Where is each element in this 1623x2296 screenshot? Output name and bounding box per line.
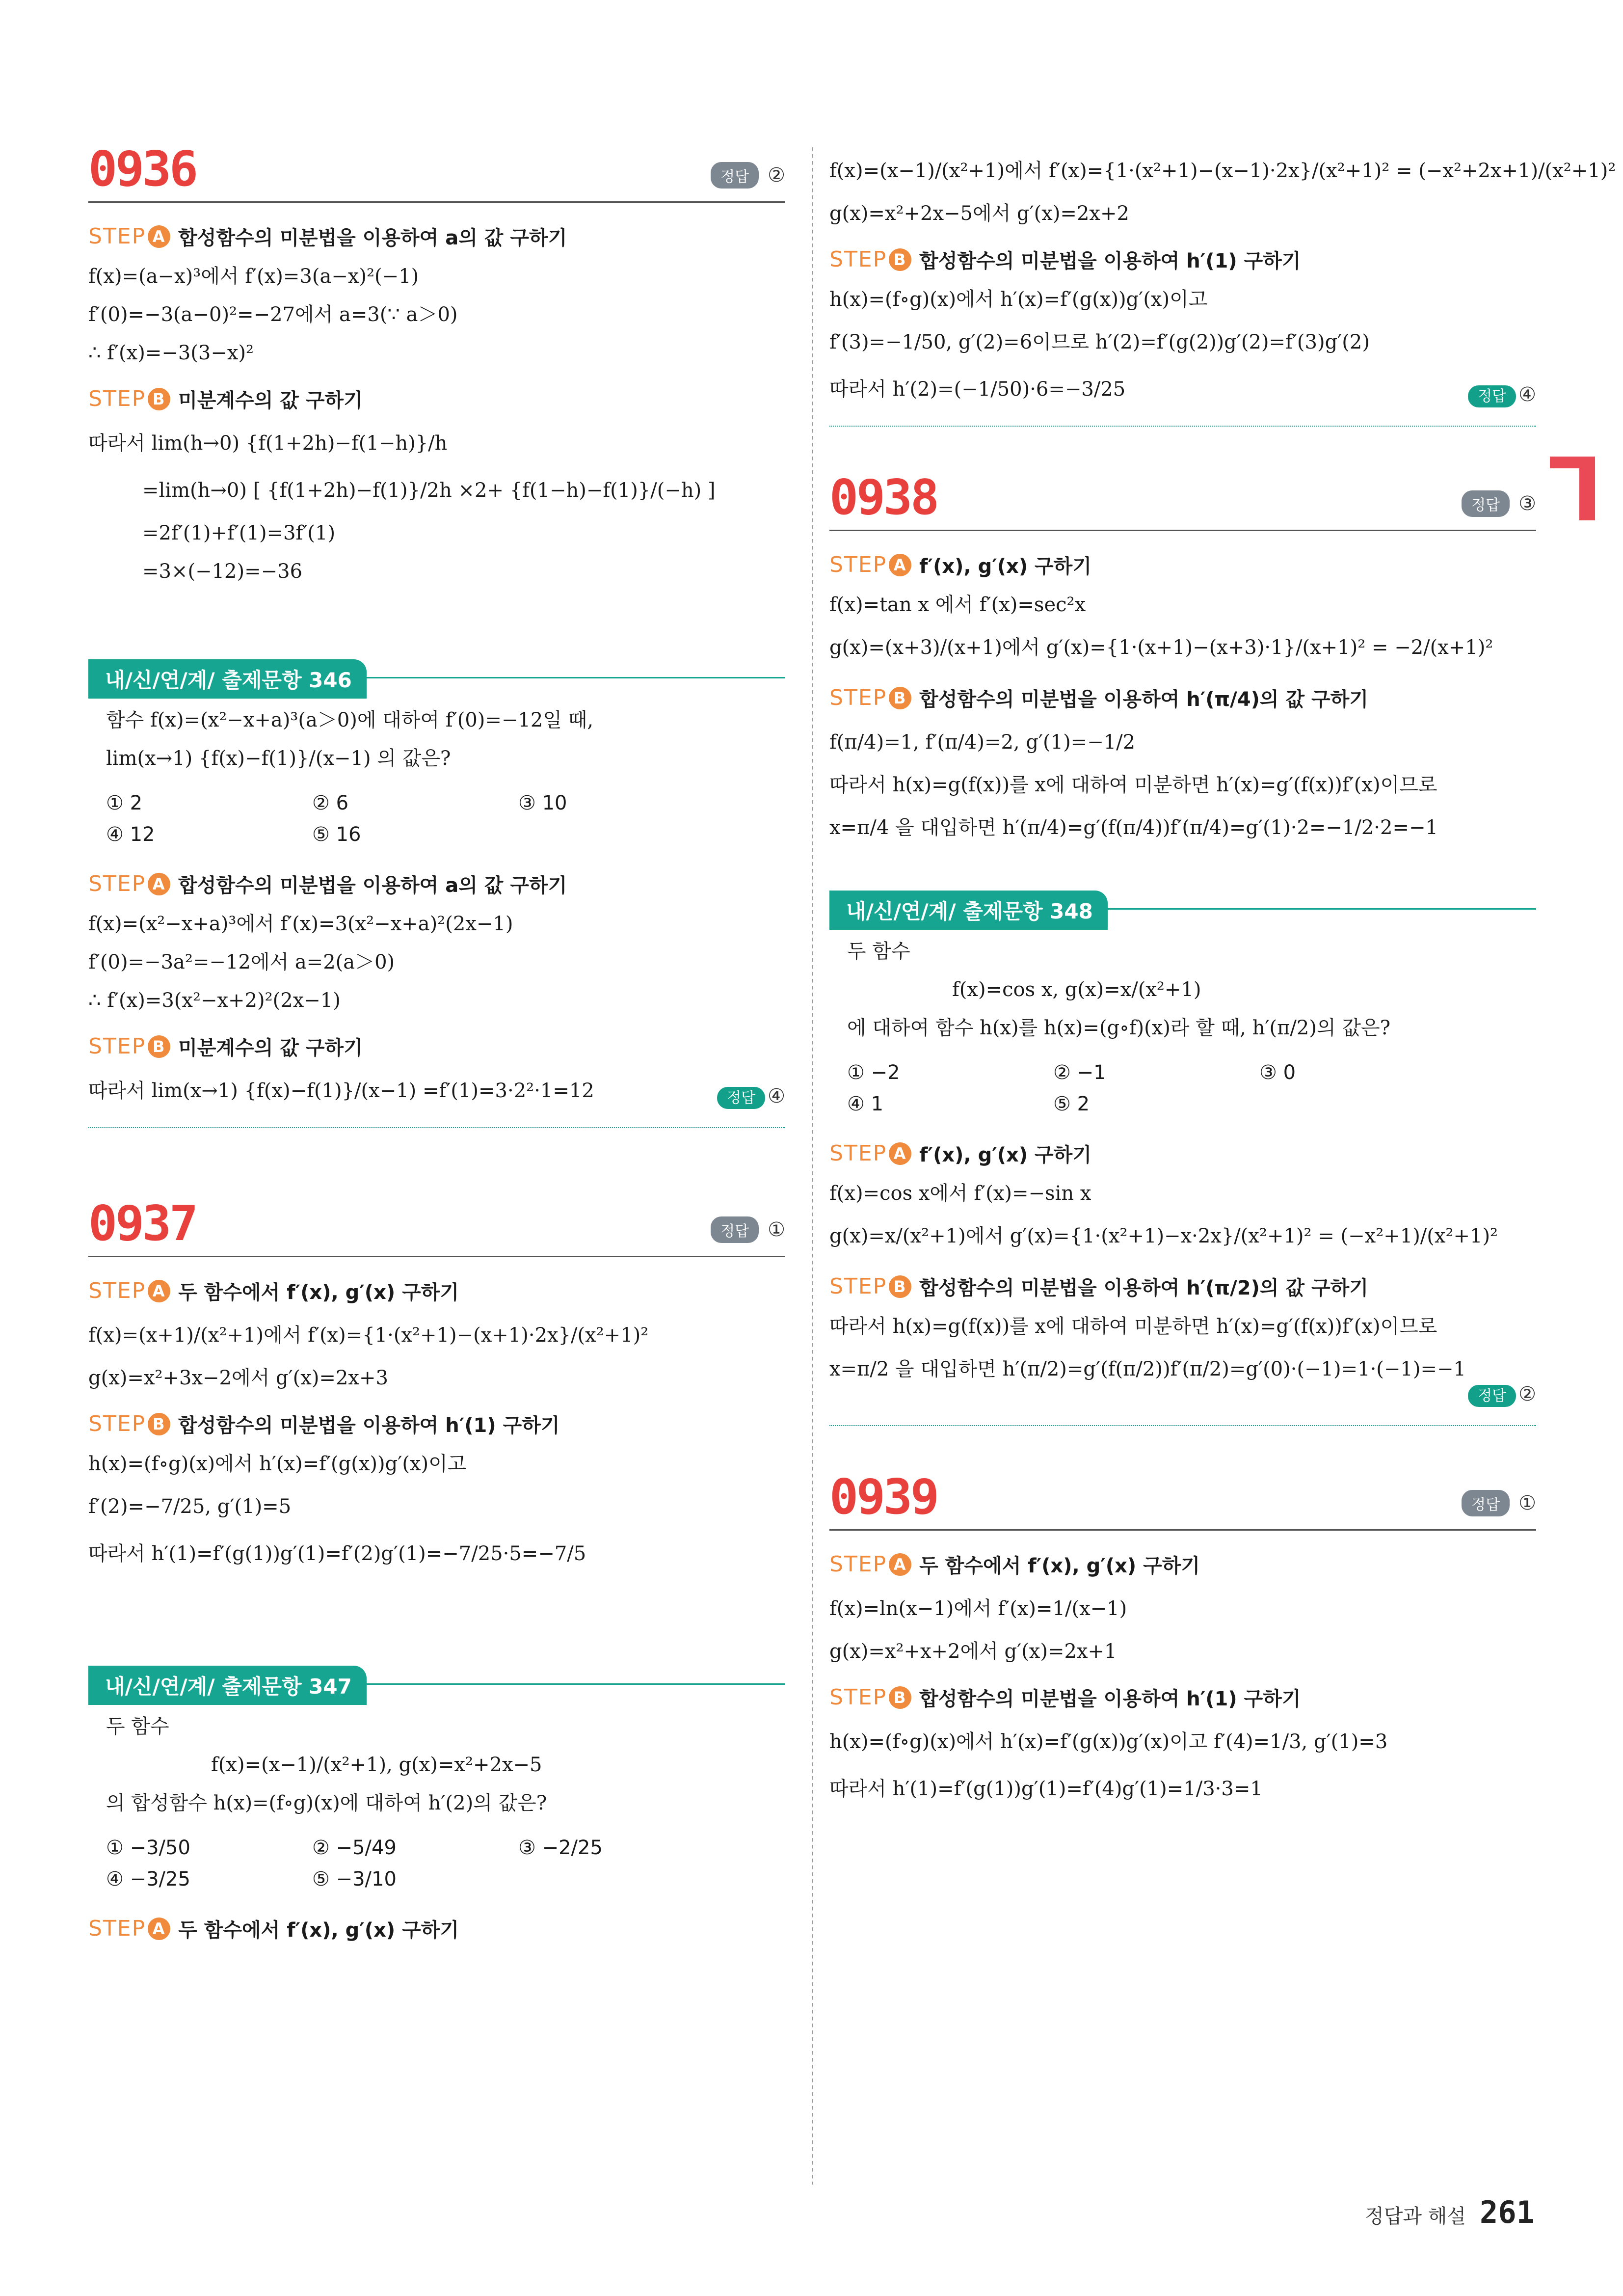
solution-line: f(x)=(x+1)/(x²+1)에서 f′(x)={1·(x²+1)−(x+1)·2x}/(x²+1)² xyxy=(88,1324,649,1347)
step-title: 합성함수의 미분법을 이용하여 a의 값 구하기 xyxy=(178,227,567,249)
answer-label: 정답 xyxy=(711,162,759,189)
step-b-header xyxy=(88,1410,785,1438)
question-line: 함수 f(x)=(x²−x+a)³(a＞0)에 대하여 f′(0)=−12일 때, xyxy=(106,709,594,731)
answer-label: 정답 xyxy=(1468,1385,1516,1407)
step-badge-a: A xyxy=(889,1553,911,1576)
step-label: STEP B xyxy=(829,1685,911,1710)
solution-line: f′(3)=−1/50, g′(2)=6이므로 h′(2)=f′(g(2))g′(2)=f′(3)g′(2) xyxy=(829,331,1370,353)
choice: ② −1 xyxy=(1053,1061,1106,1084)
step-a-header xyxy=(829,1550,1536,1578)
step-a-header xyxy=(88,222,785,250)
choice: ② 6 xyxy=(312,792,349,814)
question-line: 두 함수 xyxy=(847,940,910,963)
choice: ① 2 xyxy=(106,792,143,814)
step-label: STEP A xyxy=(88,224,170,249)
problem-number: 0938 xyxy=(829,470,938,526)
solution-line: f(π/4)=1, f′(π/4)=2, g′(1)=−1/2 xyxy=(829,731,1136,754)
solution-line: f(x)=ln(x−1)에서 f′(x)=1/(x−1) xyxy=(829,1597,1127,1620)
choice: ① −2 xyxy=(847,1061,900,1084)
step-label: STEP A xyxy=(829,552,911,577)
answer-label: 정답 xyxy=(1468,385,1516,407)
practice-box-title: 내/신/연/계/ 출제문항 346 xyxy=(88,659,367,699)
step-badge-b: B xyxy=(889,248,911,271)
solution-line: 따라서 lim(x→1) {f(x)−f(1)}/(x−1) =f′(1)=3·2²·1=12 xyxy=(88,1080,594,1102)
answer-value: ② xyxy=(768,164,785,187)
solution-line: 따라서 h′(1)=f′(g(1))g′(1)=f′(2)g′(1)=−7/25·5=−7/5 xyxy=(88,1542,586,1565)
step-title: 미분계수의 값 구하기 xyxy=(178,1037,363,1059)
column-divider xyxy=(812,147,813,2185)
step-title: 두 함수에서 f′(x), g′(x) 구하기 xyxy=(919,1555,1200,1577)
step-b-header xyxy=(829,1272,1536,1300)
choice: ⑤ 2 xyxy=(1053,1093,1090,1115)
step-a-header xyxy=(88,1277,785,1305)
step-title: 합성함수의 미분법을 이용하여 h′(π/4)의 값 구하기 xyxy=(919,688,1368,711)
step-a-header xyxy=(88,870,785,898)
step-title: 합성함수의 미분법을 이용하여 h′(1) 구하기 xyxy=(919,250,1301,272)
step-title: 합성함수의 미분법을 이용하여 h′(π/2)의 값 구하기 xyxy=(919,1277,1368,1299)
footer-label: 정답과 해설 xyxy=(1365,2205,1466,2228)
step-label: STEP A xyxy=(88,871,170,896)
step-label: STEP B xyxy=(88,1034,170,1059)
solution-line: x=π/2 을 대입하면 h′(π/2)=g′(f(π/2))f′(π/2)=g′(0)·(−1)=1·(−1)=−1 xyxy=(829,1358,1466,1380)
step-badge-a: A xyxy=(148,1918,170,1940)
practice-box-347 xyxy=(88,1656,785,1943)
step-badge-b: B xyxy=(889,687,911,709)
section-end-rule xyxy=(829,1425,1536,1426)
solution-line: g(x)=x²+3x−2에서 g′(x)=2x+3 xyxy=(88,1367,388,1389)
practice-box-title: 내/신/연/계/ 출제문항 347 xyxy=(88,1666,367,1705)
practice-box-rule xyxy=(363,677,785,678)
step-title: 합성함수의 미분법을 이용하여 h′(1) 구하기 xyxy=(919,1688,1301,1710)
step-badge-a: A xyxy=(148,225,170,248)
step-badge-b: B xyxy=(148,1035,170,1058)
step-b-header xyxy=(829,684,1536,712)
choice: ④ 1 xyxy=(847,1093,884,1115)
step-title: 합성함수의 미분법을 이용하여 a의 값 구하기 xyxy=(178,874,567,897)
answer-label: 정답 xyxy=(1462,490,1510,517)
answer-tag xyxy=(1462,1490,1536,1516)
choice: ③ 10 xyxy=(518,792,567,814)
question-line: 에 대하여 함수 h(x)를 h(x)=(g∘f)(x)라 할 때, h′(π/2)의 값은? xyxy=(847,1017,1391,1039)
step-b-header xyxy=(829,1683,1536,1711)
solution-line: h(x)=(f∘g)(x)에서 h′(x)=f′(g(x))g′(x)이고 xyxy=(88,1453,467,1475)
problem-header-0939 xyxy=(829,1469,1536,1531)
step-b-header xyxy=(88,385,785,413)
question-line: 의 합성함수 h(x)=(f∘g)(x)에 대하여 h′(2)의 값은? xyxy=(106,1792,547,1814)
left-column xyxy=(88,141,785,1949)
choice: ⑤ 16 xyxy=(312,823,361,846)
solution-line: 따라서 h(x)=g(f(x))를 x에 대하여 미분하면 h′(x)=g′(f(x))f′(x)이므로 xyxy=(829,774,1437,796)
step-a-header xyxy=(829,1139,1536,1167)
choice: ④ −3/25 xyxy=(106,1868,190,1891)
solution-line: h(x)=(f∘g)(x)에서 h′(x)=f′(g(x))g′(x)이고 xyxy=(829,288,1208,311)
answer-value: ① xyxy=(1518,1492,1536,1514)
step-label: STEP B xyxy=(88,1411,170,1436)
choice: ⑤ −3/10 xyxy=(312,1868,397,1891)
solution-line: =2f′(1)+f′(1)=3f′(1) xyxy=(142,522,336,544)
step-badge-b: B xyxy=(148,1413,170,1435)
solution-line: ∴ f′(x)=−3(3−x)² xyxy=(88,342,254,364)
answer-label: 정답 xyxy=(711,1216,759,1243)
problem-header-0936 xyxy=(88,141,785,203)
step-b-header xyxy=(829,245,1536,273)
solution-line: g(x)=(x+3)/(x+1)에서 g′(x)={1·(x+1)−(x+3)·1}/(x+1)² = −2/(x+1)² xyxy=(829,636,1493,659)
question-functions: f(x)=cos x, g(x)=x/(x²+1) xyxy=(952,978,1201,1001)
question-functions: f(x)=(x−1)/(x²+1), g(x)=x²+2x−5 xyxy=(211,1754,542,1776)
practice-box-rule xyxy=(363,1683,785,1685)
step-label: STEP A xyxy=(88,1278,170,1303)
solution-line: 따라서 h(x)=g(f(x))를 x에 대하여 미분하면 h′(x)=g′(f(x))f′(x)이므로 xyxy=(829,1315,1437,1338)
solution-line: f(x)=(x−1)/(x²+1)에서 f′(x)={1·(x²+1)−(x−1)·2x}/(x²+1)² = (−x²+2x+1)/(x²+1)² xyxy=(829,160,1616,182)
choice: ① −3/50 xyxy=(106,1837,190,1859)
problem-number: 0937 xyxy=(88,1196,197,1252)
step-title: f′(x), g′(x) 구하기 xyxy=(919,1144,1091,1166)
step-a-header xyxy=(88,1915,785,1943)
step-label: STEP A xyxy=(88,1916,170,1941)
solution-line: 따라서 lim(h→0) {f(1+2h)−f(1−h)}/h xyxy=(88,432,448,455)
problem-header-0938 xyxy=(829,470,1536,531)
answer-value: ③ xyxy=(1518,492,1536,515)
practice-box-346 xyxy=(88,649,785,1128)
step-label: STEP A xyxy=(829,1141,911,1166)
page-number: 261 xyxy=(1480,2194,1535,2230)
answer-tag xyxy=(1462,490,1536,517)
practice-box-title: 내/신/연/계/ 출제문항 348 xyxy=(829,891,1108,930)
answer-value: ④ xyxy=(768,1085,785,1107)
problem-number: 0936 xyxy=(88,141,197,197)
solution-line: g(x)=x²+x+2에서 g′(x)=2x+1 xyxy=(829,1640,1117,1663)
step-badge-a: A xyxy=(889,1142,911,1165)
practice-box-rule xyxy=(1104,908,1536,910)
step-title: 미분계수의 값 구하기 xyxy=(178,389,363,412)
step-title: f′(x), g′(x) 구하기 xyxy=(919,555,1091,578)
chapter-tab-marker xyxy=(1579,457,1595,520)
step-badge-a: A xyxy=(148,1280,170,1302)
step-badge-b: B xyxy=(889,1275,911,1298)
problem-header-0937 xyxy=(88,1196,785,1257)
solution-line: h(x)=(f∘g)(x)에서 h′(x)=f′(g(x))g′(x)이고 f′(4)=1/3, g′(1)=3 xyxy=(829,1730,1388,1753)
right-column xyxy=(829,147,1616,1812)
answer-choices xyxy=(88,787,785,850)
solution-line: f(x)=(x²−x+a)³에서 f′(x)=3(x²−x+a)²(2x−1) xyxy=(88,913,513,935)
solution-line: =3×(−12)=−36 xyxy=(142,560,303,583)
question-line: lim(x→1) {f(x)−f(1)}/(x−1) 의 값은? xyxy=(106,747,451,770)
choice: ③ 0 xyxy=(1259,1061,1296,1084)
answer-value: ① xyxy=(768,1218,785,1241)
answer-label: 정답 xyxy=(1462,1490,1510,1516)
step-b-header xyxy=(88,1032,785,1060)
step-badge-b: B xyxy=(889,1686,911,1709)
solution-line: ∴ f′(x)=3(x²−x+2)²(2x−1) xyxy=(88,989,341,1012)
choice: ② −5/49 xyxy=(312,1837,397,1859)
solution-line: 따라서 h′(1)=f′(g(1))g′(1)=f′(4)g′(1)=1/3·3=1 xyxy=(829,1778,1263,1800)
problem-number: 0939 xyxy=(829,1469,938,1525)
step-a-header xyxy=(829,551,1536,579)
question-line: 두 함수 xyxy=(106,1715,169,1738)
solution-line: f′(2)=−7/25, g′(1)=5 xyxy=(88,1495,292,1518)
solution-line: =lim(h→0) [ {f(1+2h)−f(1)}/2h ×2+ {f(1−h)−f(1)}/(−h) ] xyxy=(142,479,716,502)
practice-box-348 xyxy=(829,881,1536,1426)
step-label: STEP B xyxy=(829,1274,911,1299)
solution-line: g(x)=x/(x²+1)에서 g′(x)={1·(x²+1)−x·2x}/(x²+1)² = (−x²+1)/(x²+1)² xyxy=(829,1225,1498,1247)
answer-value: ② xyxy=(1518,1383,1536,1405)
page-footer xyxy=(1365,2194,1535,2230)
solution-line: g(x)=x²+2x−5에서 g′(x)=2x+2 xyxy=(829,202,1129,225)
choice: ③ −2/25 xyxy=(518,1837,603,1859)
answer-tag xyxy=(711,162,785,189)
answer-label: 정답 xyxy=(717,1087,765,1109)
solution-line: f(x)=cos x에서 f′(x)=−sin x xyxy=(829,1182,1091,1205)
section-end-rule xyxy=(88,1127,785,1128)
section-end-rule xyxy=(829,426,1536,427)
step-label: STEP B xyxy=(829,247,911,272)
answer-choices xyxy=(88,1832,785,1895)
answer-value: ④ xyxy=(1518,383,1536,406)
solution-line: 따라서 h′(2)=(−1/50)·6=−3/25 xyxy=(829,378,1126,401)
solution-line: f′(0)=−3(a−0)²=−27에서 a=3(∵ a＞0) xyxy=(88,303,458,326)
step-badge-b: B xyxy=(148,388,170,410)
step-badge-a: A xyxy=(148,873,170,895)
solution-line: x=π/4 을 대입하면 h′(π/4)=g′(f(π/4))f′(π/4)=g′(1)·2=−1/2·2=−1 xyxy=(829,816,1438,839)
solution-line: f(x)=(a−x)³에서 f′(x)=3(a−x)²(−1) xyxy=(88,265,419,288)
step-label: STEP B xyxy=(829,685,911,710)
choice: ④ 12 xyxy=(106,823,155,846)
solution-line: f(x)=tan x 에서 f′(x)=sec²x xyxy=(829,594,1086,616)
step-title: 두 함수에서 f′(x), g′(x) 구하기 xyxy=(178,1281,459,1304)
step-badge-a: A xyxy=(889,554,911,576)
step-title: 합성함수의 미분법을 이용하여 h′(1) 구하기 xyxy=(178,1414,560,1437)
step-title: 두 함수에서 f′(x), g′(x) 구하기 xyxy=(178,1919,459,1942)
step-label: STEP B xyxy=(88,386,170,411)
solution-line: f′(0)=−3a²=−12에서 a=2(a＞0) xyxy=(88,951,395,973)
step-label: STEP A xyxy=(829,1552,911,1577)
answer-tag xyxy=(711,1216,785,1243)
answer-choices xyxy=(829,1057,1536,1120)
